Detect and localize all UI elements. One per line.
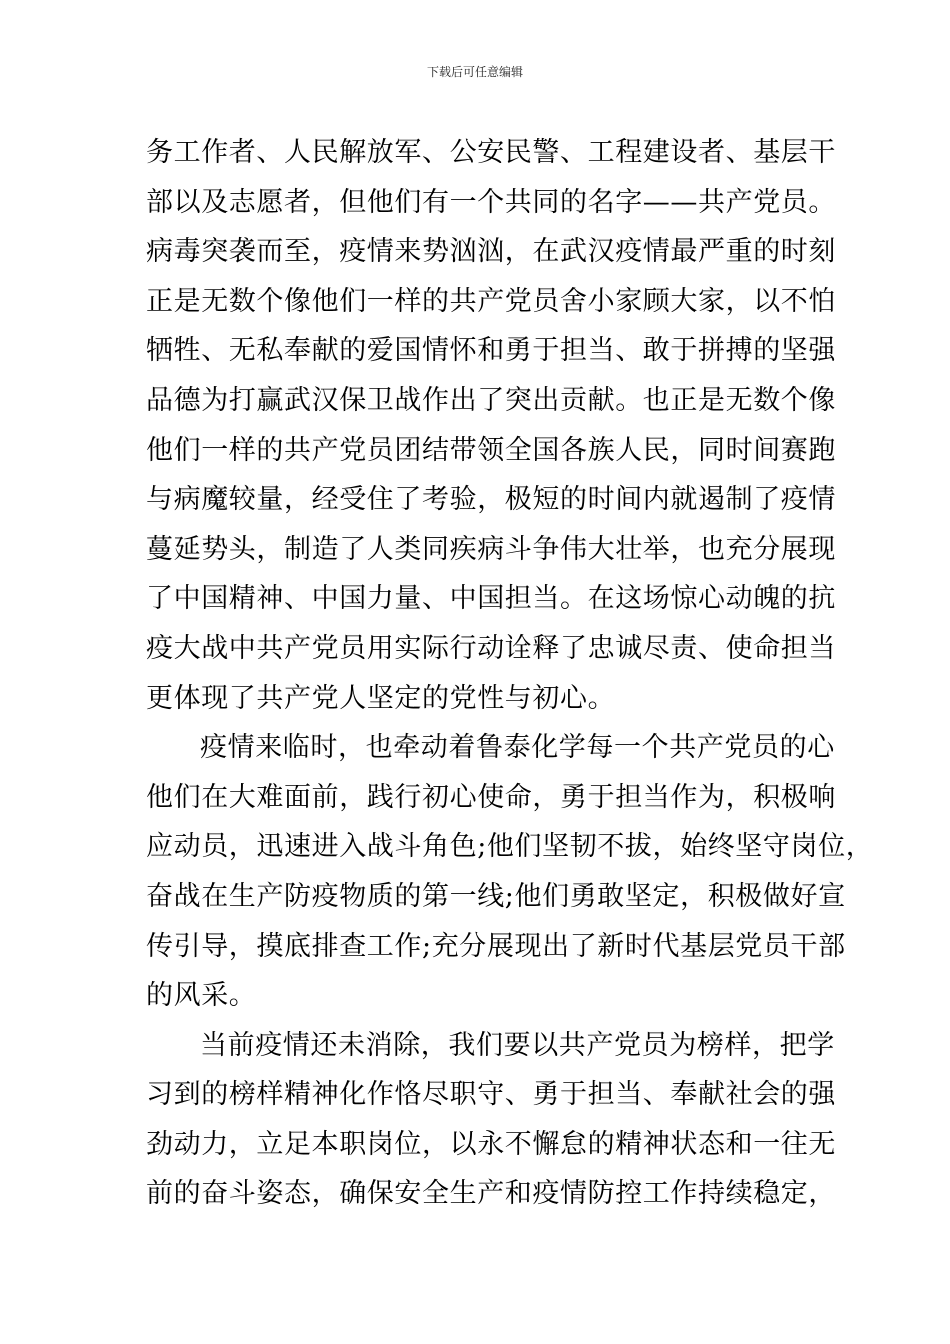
- text-line: 传引导，摸底排查工作;充分展现出了新时代基层党员干部: [146, 930, 846, 962]
- document-body: [146, 128, 874, 1219]
- text-line-indented: 疫情来临时，也牵动着鲁泰化学每一个共产党员的心: [200, 732, 835, 764]
- paragraph-3: [146, 1021, 836, 1219]
- text-line: 劲动力，立足本职岗位，以永不懈怠的精神状态和一往无: [146, 1128, 836, 1160]
- page-header: 下载后可任意编辑: [426, 65, 523, 79]
- text-line: 疫大战中共产党员用实际行动诠释了忠诚尽责、使命担当: [146, 632, 836, 664]
- text-line-indented: 当前疫情还未消除，我们要以共产党员为榜样，把学: [200, 1029, 835, 1061]
- text-line: 习到的榜样精神化作恪尽职守、勇于担当、奉献社会的强: [146, 1079, 836, 1111]
- text-line: 奋战在生产防疫物质的第一线;他们勇敢坚定，积极做好宣: [146, 880, 846, 912]
- text-line: 了中国精神、中国力量、中国担当。在这场惊心动魄的抗: [146, 583, 836, 615]
- paragraph-2: [146, 723, 874, 1021]
- paragraph-1: [146, 128, 836, 723]
- text-line: 病毒突袭而至，疫情来势汹汹，在武汉疫情最严重的时刻: [146, 236, 836, 268]
- text-line: 蔓延势头，制造了人类同疾病斗争伟大壮举，也充分展现: [146, 533, 836, 565]
- text-line: 应动员，迅速进入战斗角色;他们坚韧不拔，始终坚守岗位，: [146, 831, 874, 863]
- text-line: 更体现了共产党人坚定的党性与初心。: [146, 682, 616, 714]
- text-line: 他们一样的共产党员团结带领全国各族人民，同时间赛跑: [146, 434, 836, 466]
- text-line: 正是无数个像他们一样的共产党员舍小家顾大家，以不怕: [146, 285, 836, 317]
- text-line: 他们在大难面前，践行初心使命，勇于担当作为，积极响: [146, 781, 836, 813]
- text-line: 前的奋斗姿态，确保安全生产和疫情防控工作持续稳定，: [146, 1178, 836, 1210]
- text-line: 与病魔较量，经受住了考验，极短的时间内就遏制了疫情: [146, 484, 836, 516]
- text-line: 品德为打赢武汉保卫战作出了突出贡献。也正是无数个像: [146, 384, 836, 416]
- text-line: 部以及志愿者，但他们有一个共同的名字——共产党员。: [146, 186, 836, 218]
- text-line: 的风采。: [146, 980, 257, 1012]
- text-line: 务工作者、人民解放军、公安民警、工程建设者、基层干: [146, 137, 836, 168]
- text-line: 牺牲、无私奉献的爱国情怀和勇于担当、敢于拼搏的坚强: [146, 335, 836, 367]
